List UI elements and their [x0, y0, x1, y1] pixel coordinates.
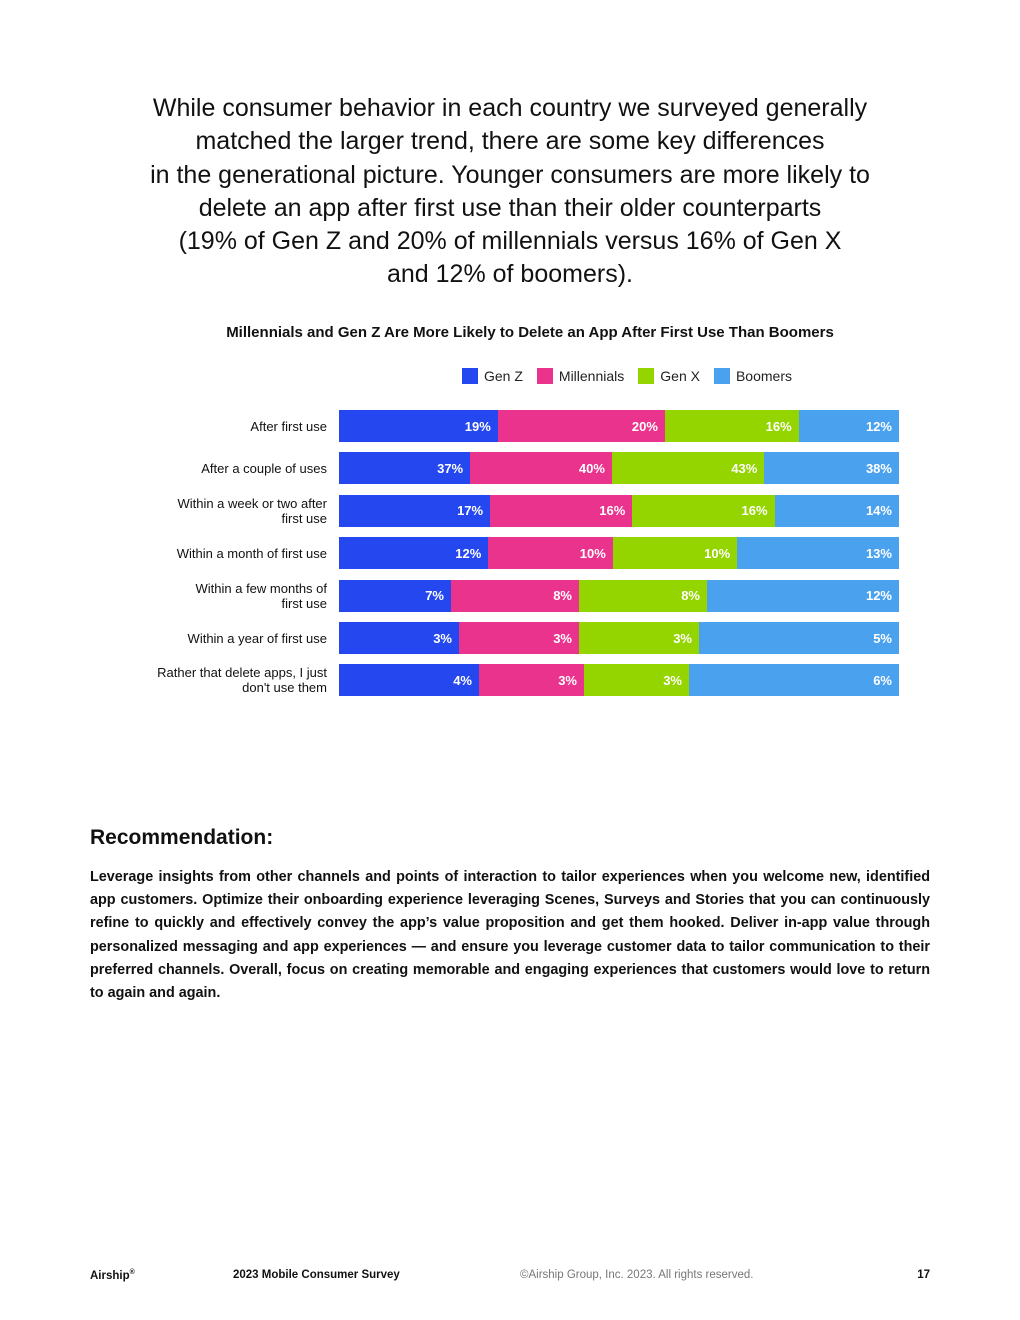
bar-segment — [707, 580, 899, 612]
data-label: 20% — [631, 418, 658, 434]
bar-segment — [490, 495, 632, 527]
bar-segment — [459, 622, 579, 654]
bar-segment — [699, 622, 899, 654]
legend-label: Gen Z — [484, 368, 523, 384]
bar-segment — [737, 537, 899, 569]
bar-segment — [579, 580, 707, 612]
data-label: 3% — [673, 630, 692, 646]
data-label: 3% — [553, 630, 572, 646]
row-label: Within a year of first use — [187, 630, 327, 646]
chart-title: Millennials and Gen Z Are More Likely to Delete an App After First Use Than Boomers — [226, 324, 834, 341]
bar-segment — [488, 537, 612, 569]
bar-segment — [689, 664, 899, 696]
bar-segment — [613, 537, 737, 569]
bar-segment — [632, 495, 774, 527]
row-label: Within a month of first use — [176, 545, 327, 561]
row-label: After a couple of uses — [201, 460, 327, 476]
data-label: 38% — [865, 460, 892, 476]
bar-segment — [579, 622, 699, 654]
legend-item — [462, 368, 523, 384]
legend-label: Millennials — [558, 368, 625, 384]
data-label: 12% — [455, 545, 482, 561]
data-label: 3% — [663, 672, 682, 688]
bar-segment — [470, 452, 612, 484]
bar-segment — [451, 580, 579, 612]
data-label: 6% — [873, 672, 892, 688]
legend-swatch — [714, 368, 730, 384]
bar-segment — [775, 495, 899, 527]
intro-line: While consumer behavior in each country we surveyed generally — [152, 94, 868, 122]
data-label: 8% — [553, 588, 572, 604]
row-label: Within a week or two after first use — [177, 495, 327, 526]
data-label: 37% — [437, 460, 464, 476]
recommendation-body: Leverage insights from other channels and points of interaction to tailor experiences when you welcome new, identified app customers. Optimize their onboarding experience leveraging Scenes, Surveys and Stories that you can continuously refine to quickly and effectively convey the app’s value proposition and get them hooked. Deliver in-app value through personalized messaging and app experiences — and ensure you leverage customer data to tailor communication to their preferred channels. Overall, focus on creating memorable and engaging experiences that customers would love to return to again and again. — [90, 869, 930, 1002]
legend-item — [714, 368, 792, 384]
data-label: 43% — [731, 460, 758, 476]
footer-brand-mark: ® — [129, 1269, 135, 1276]
data-label: 40% — [578, 460, 605, 476]
bar-segment — [665, 410, 799, 442]
data-label: 17% — [457, 503, 484, 519]
data-label: 14% — [865, 503, 892, 519]
data-label: 13% — [865, 545, 892, 561]
intro-line: and 12% of boomers). — [387, 260, 633, 289]
data-label: 16% — [599, 503, 626, 519]
data-label: 3% — [433, 630, 452, 646]
legend-swatch — [537, 368, 553, 384]
recommendation-heading: Recommendation: — [90, 826, 274, 849]
footer-brand-name: Airship — [90, 1269, 130, 1282]
legend-label: Gen X — [660, 368, 700, 384]
data-label: 16% — [741, 503, 768, 519]
intro-line: delete an app after first use than their older counterparts — [198, 193, 822, 222]
intro-line: in the generational picture. Younger consumers are more likely to — [150, 160, 870, 189]
bar-segment — [339, 622, 459, 654]
data-label: 8% — [681, 588, 700, 604]
data-label: 4% — [453, 672, 472, 688]
bar-segment — [498, 410, 665, 442]
bar-segment — [339, 664, 479, 696]
bar-segment — [339, 452, 470, 484]
row-label: Within a few months of first use — [195, 580, 327, 611]
bar-segment — [339, 580, 451, 612]
bar-segment — [479, 664, 584, 696]
row-label: After first use — [250, 418, 327, 434]
intro-line: matched the larger trend, there are some key differences — [195, 127, 825, 156]
page-number: 17 — [917, 1269, 930, 1281]
data-label: 12% — [865, 588, 892, 604]
chart-legend — [462, 367, 806, 385]
legend-swatch — [638, 368, 654, 384]
footer-brand — [90, 1269, 135, 1282]
row-label: Rather that delete apps, I just don't use them — [157, 665, 327, 696]
bar-segment — [612, 452, 764, 484]
bar-segment — [339, 410, 498, 442]
footer-report-title: 2023 Mobile Consumer Survey — [233, 1269, 400, 1281]
data-label: 7% — [425, 588, 444, 604]
bar-segment — [339, 495, 490, 527]
data-label: 12% — [865, 418, 892, 434]
legend-label: Boomers — [735, 368, 792, 384]
bar-segment — [764, 452, 899, 484]
legend-item — [537, 368, 624, 384]
intro-line: (19% of Gen Z and 20% of millennials versus 16% of Gen X — [178, 227, 842, 256]
data-label: 10% — [579, 545, 606, 561]
data-label: 19% — [464, 418, 491, 434]
data-label: 3% — [558, 672, 577, 688]
legend-item — [638, 368, 700, 384]
intro-paragraph — [110, 92, 910, 292]
legend-swatch — [462, 368, 478, 384]
data-label: 16% — [765, 418, 792, 434]
data-label: 10% — [704, 545, 731, 561]
footer-copyright: ©Airship Group, Inc. 2023. All rights reserved. — [520, 1269, 754, 1281]
bar-segment — [339, 537, 488, 569]
data-label: 5% — [873, 630, 892, 646]
bar-segment — [799, 410, 899, 442]
bar-segment — [584, 664, 689, 696]
